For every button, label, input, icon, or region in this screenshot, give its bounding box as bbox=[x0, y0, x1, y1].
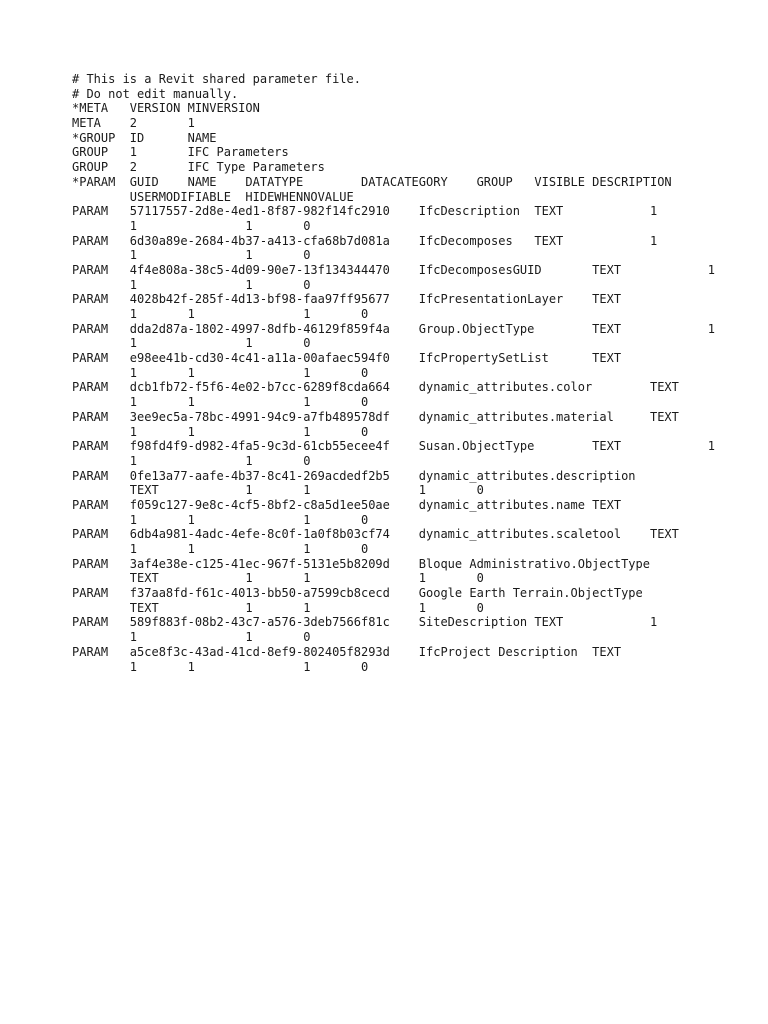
document-line: PARAM f98fd4f9-d982-4fa5-9c3d-61cb55ecee4f Susan.ObjectType TEXT 1 bbox=[72, 439, 715, 454]
document-line: 1 1 0 bbox=[72, 248, 311, 263]
document-line: USERMODIFIABLE HIDEWHENNOVALUE bbox=[72, 189, 354, 204]
document-line: 1 1 1 0 bbox=[72, 659, 369, 674]
document-line: PARAM 57117557-2d8e-4ed1-8f87-982f14fc2910 IfcDescription TEXT 1 bbox=[72, 204, 658, 219]
document-line: 1 1 1 0 bbox=[72, 365, 369, 380]
document-line: PARAM 589f883f-08b2-43c7-a576-3deb7566f81c SiteDescription TEXT 1 bbox=[72, 615, 658, 630]
document-line: TEXT 1 1 1 0 bbox=[72, 571, 484, 586]
document-line: # This is a Revit shared parameter file. bbox=[72, 72, 361, 86]
document-line: 1 1 0 bbox=[72, 336, 311, 351]
document-line: 1 1 0 bbox=[72, 277, 311, 292]
shared-parameter-file-text bbox=[72, 72, 715, 674]
document-line: PARAM e98ee41b-cd30-4c41-a11a-00afaec594f0 IfcPropertySetList TEXT bbox=[72, 351, 622, 366]
document-line: TEXT 1 1 1 0 bbox=[72, 483, 484, 498]
document-line: META 2 1 bbox=[72, 116, 195, 131]
document-line: TEXT 1 1 1 0 bbox=[72, 600, 484, 615]
document-line: PARAM f059c127-9e8c-4cf5-8bf2-c8a5d1ee50ae dynamic_attributes.name TEXT bbox=[72, 497, 622, 512]
document-line: PARAM 6db4a981-4adc-4efe-8c0f-1a0f8b03cf74 dynamic_attributes.scaletool TEXT bbox=[72, 527, 679, 542]
document-line: 1 1 1 0 bbox=[72, 307, 369, 321]
document-line: 1 1 1 0 bbox=[72, 542, 369, 556]
document-line: GROUP 1 IFC Parameters bbox=[72, 145, 289, 160]
document-line: *PARAM GUID NAME DATATYPE DATACATEGORY GROUP VISIBLE DESCRIPTION bbox=[72, 174, 672, 189]
document-line: PARAM 4028b42f-285f-4d13-bf98-faa97ff95677 IfcPresentationLayer TEXT bbox=[72, 292, 622, 307]
document-line: PARAM f37aa8fd-f61c-4013-bb50-a7599cb8cecd Google Earth Terrain.ObjectType bbox=[72, 586, 643, 601]
document-line: PARAM 6d30a89e-2684-4b37-a413-cfa68b7d081a IfcDecomposes TEXT 1 bbox=[72, 233, 658, 248]
document-line: PARAM 3af4e38e-c125-41ec-967f-5131e5b8209d Bloque Administrativo.ObjectType bbox=[72, 556, 650, 571]
document-line: 1 1 1 0 bbox=[72, 512, 369, 527]
document-line: GROUP 2 IFC Type Parameters bbox=[72, 160, 325, 175]
document-line: PARAM 3ee9ec5a-78bc-4991-94c9-a7fb489578df dynamic_attributes.material TEXT bbox=[72, 409, 679, 424]
document-line: *META VERSION MINVERSION bbox=[72, 101, 260, 116]
document-line: # Do not edit manually. bbox=[72, 86, 239, 101]
document-line: 1 1 0 bbox=[72, 453, 311, 468]
document-line: PARAM dcb1fb72-f5f6-4e02-b7cc-6289f8cda664 dynamic_attributes.color TEXT bbox=[72, 380, 679, 395]
document-line: *GROUP ID NAME bbox=[72, 130, 217, 145]
document-line: 1 1 0 bbox=[72, 218, 311, 233]
document-line: PARAM 4f4e808a-38c5-4d09-90e7-13f134344470 IfcDecomposesGUID TEXT 1 bbox=[72, 262, 715, 277]
document-line: PARAM dda2d87a-1802-4997-8dfb-46129f859f4a Group.ObjectType TEXT 1 bbox=[72, 321, 715, 336]
document-line: 1 1 1 0 bbox=[72, 395, 369, 410]
document-line: 1 1 0 bbox=[72, 630, 311, 645]
document-line: PARAM a5ce8f3c-43ad-41cd-8ef9-802405f8293d IfcProject Description TEXT bbox=[72, 644, 622, 659]
document-line: 1 1 1 0 bbox=[72, 424, 369, 439]
document-line: PARAM 0fe13a77-aafe-4b37-8c41-269acdedf2b5 dynamic_attributes.description bbox=[72, 468, 636, 483]
